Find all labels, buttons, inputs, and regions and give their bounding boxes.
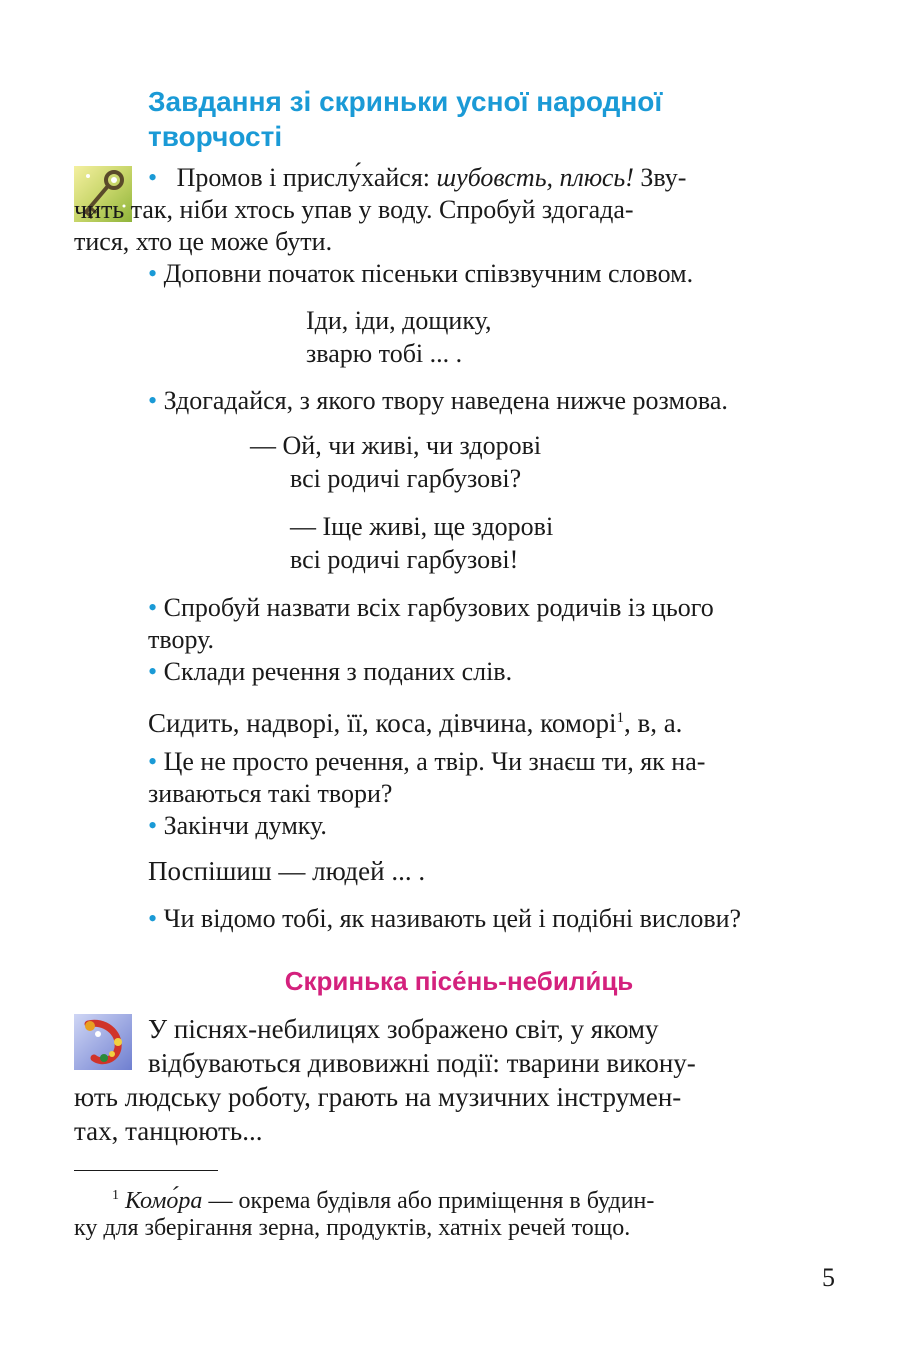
bullet: • xyxy=(148,747,158,776)
task-6 xyxy=(148,746,838,778)
task-4 xyxy=(148,592,840,624)
footnote-definition: — окрема будівля або приміщення в будин- xyxy=(202,1188,655,1214)
word-list-b: , в, а. xyxy=(623,708,683,738)
word-list xyxy=(148,702,682,739)
task-1-text-b: Зву- xyxy=(633,163,687,192)
footnote-divider xyxy=(74,1170,218,1171)
poem-1-line-1: Іди, іди, дощику, xyxy=(306,306,492,335)
bullet: • xyxy=(148,386,158,415)
section-2-para-line-1: У піснях-небилицях зображено світ, у якому xyxy=(148,1014,659,1044)
task-1-italic: шубовсть, плюсь! xyxy=(436,163,634,192)
task-1 xyxy=(148,162,838,194)
section-heading-line2: творчості xyxy=(148,121,283,152)
word-list-a: Сидить, надворі, її, коса, дівчина, коморі xyxy=(148,708,617,738)
footnote-term: Комо́ра xyxy=(125,1188,203,1214)
footnote-number: 1 xyxy=(112,1188,119,1203)
task-7-text: Закінчи думку. xyxy=(163,811,327,840)
task-2 xyxy=(148,258,693,290)
proverb: Поспішиш — людей ... . xyxy=(148,856,426,886)
section-2-para-line-2: відбуваються дивовижні події: тварини виконy- xyxy=(148,1048,696,1078)
folk-ornament-icon xyxy=(74,1014,132,1070)
footnote-line-2: ку для зберігання зерна, продуктів, хатніх речей тощо. xyxy=(74,1215,631,1241)
task-1-text-a: Промов і прислу́хайся: xyxy=(176,163,437,192)
task-8-text: Чи відомо тобі, як називають цей і подібні вислови? xyxy=(163,904,742,933)
footnote-ref: 1 xyxy=(616,710,624,726)
task-5-text: Склади речення з поданих слів. xyxy=(163,657,513,686)
task-5 xyxy=(148,656,512,688)
task-3-text: Здогадайся, з якого твору наведена нижче розмова. xyxy=(163,386,728,415)
dialog-1-line-1: — Ой, чи живі, чи здорові xyxy=(250,431,542,460)
task-8 xyxy=(148,903,741,935)
bullet: • xyxy=(148,593,158,622)
task-7 xyxy=(148,810,327,842)
bullet: • xyxy=(148,259,158,288)
task-2-text: Доповни початок пісеньки співзвучним словом. xyxy=(163,259,694,288)
section-2-para-line-3: ють людську роботу, грають на музичних інструмен- xyxy=(74,1082,682,1112)
page-number: 5 xyxy=(822,1263,835,1292)
section-heading xyxy=(148,84,848,154)
bullet: • xyxy=(148,904,158,933)
task-1-line-3: тися, хто це може бути. xyxy=(74,227,333,256)
bullet: • xyxy=(148,657,158,686)
task-6-text: Це не просто речення, а твір. Чи знаєш ти, як на- xyxy=(163,747,706,776)
task-4-line-2: твору. xyxy=(148,625,215,654)
dialog-2-line-2: всі родичі гарбузові! xyxy=(290,545,519,574)
task-6-line-2: зиваються такі твори? xyxy=(148,779,393,808)
task-1-line-2: чить так, ніби хтось упав у воду. Спробуй здогада- xyxy=(74,195,634,224)
section-2-para-line-4: тах, танцюють... xyxy=(74,1116,263,1146)
section-2-heading: Скринька пісе́нь-небили́ць xyxy=(284,966,634,996)
bullet: • xyxy=(148,163,158,192)
task-3 xyxy=(148,385,728,417)
dialog-1-line-2: всі родичі гарбузові? xyxy=(290,464,522,493)
poem-1-line-2: зварю тобі ... . xyxy=(306,339,463,368)
task-4-text: Спробуй назвати всіх гарбузових родичів із цього xyxy=(163,593,714,622)
section-heading-line1: Завдання зі скриньки усної народної xyxy=(148,86,663,117)
dialog-2-line-1: — Іще живі, ще здорові xyxy=(290,512,554,541)
bullet: • xyxy=(148,811,158,840)
